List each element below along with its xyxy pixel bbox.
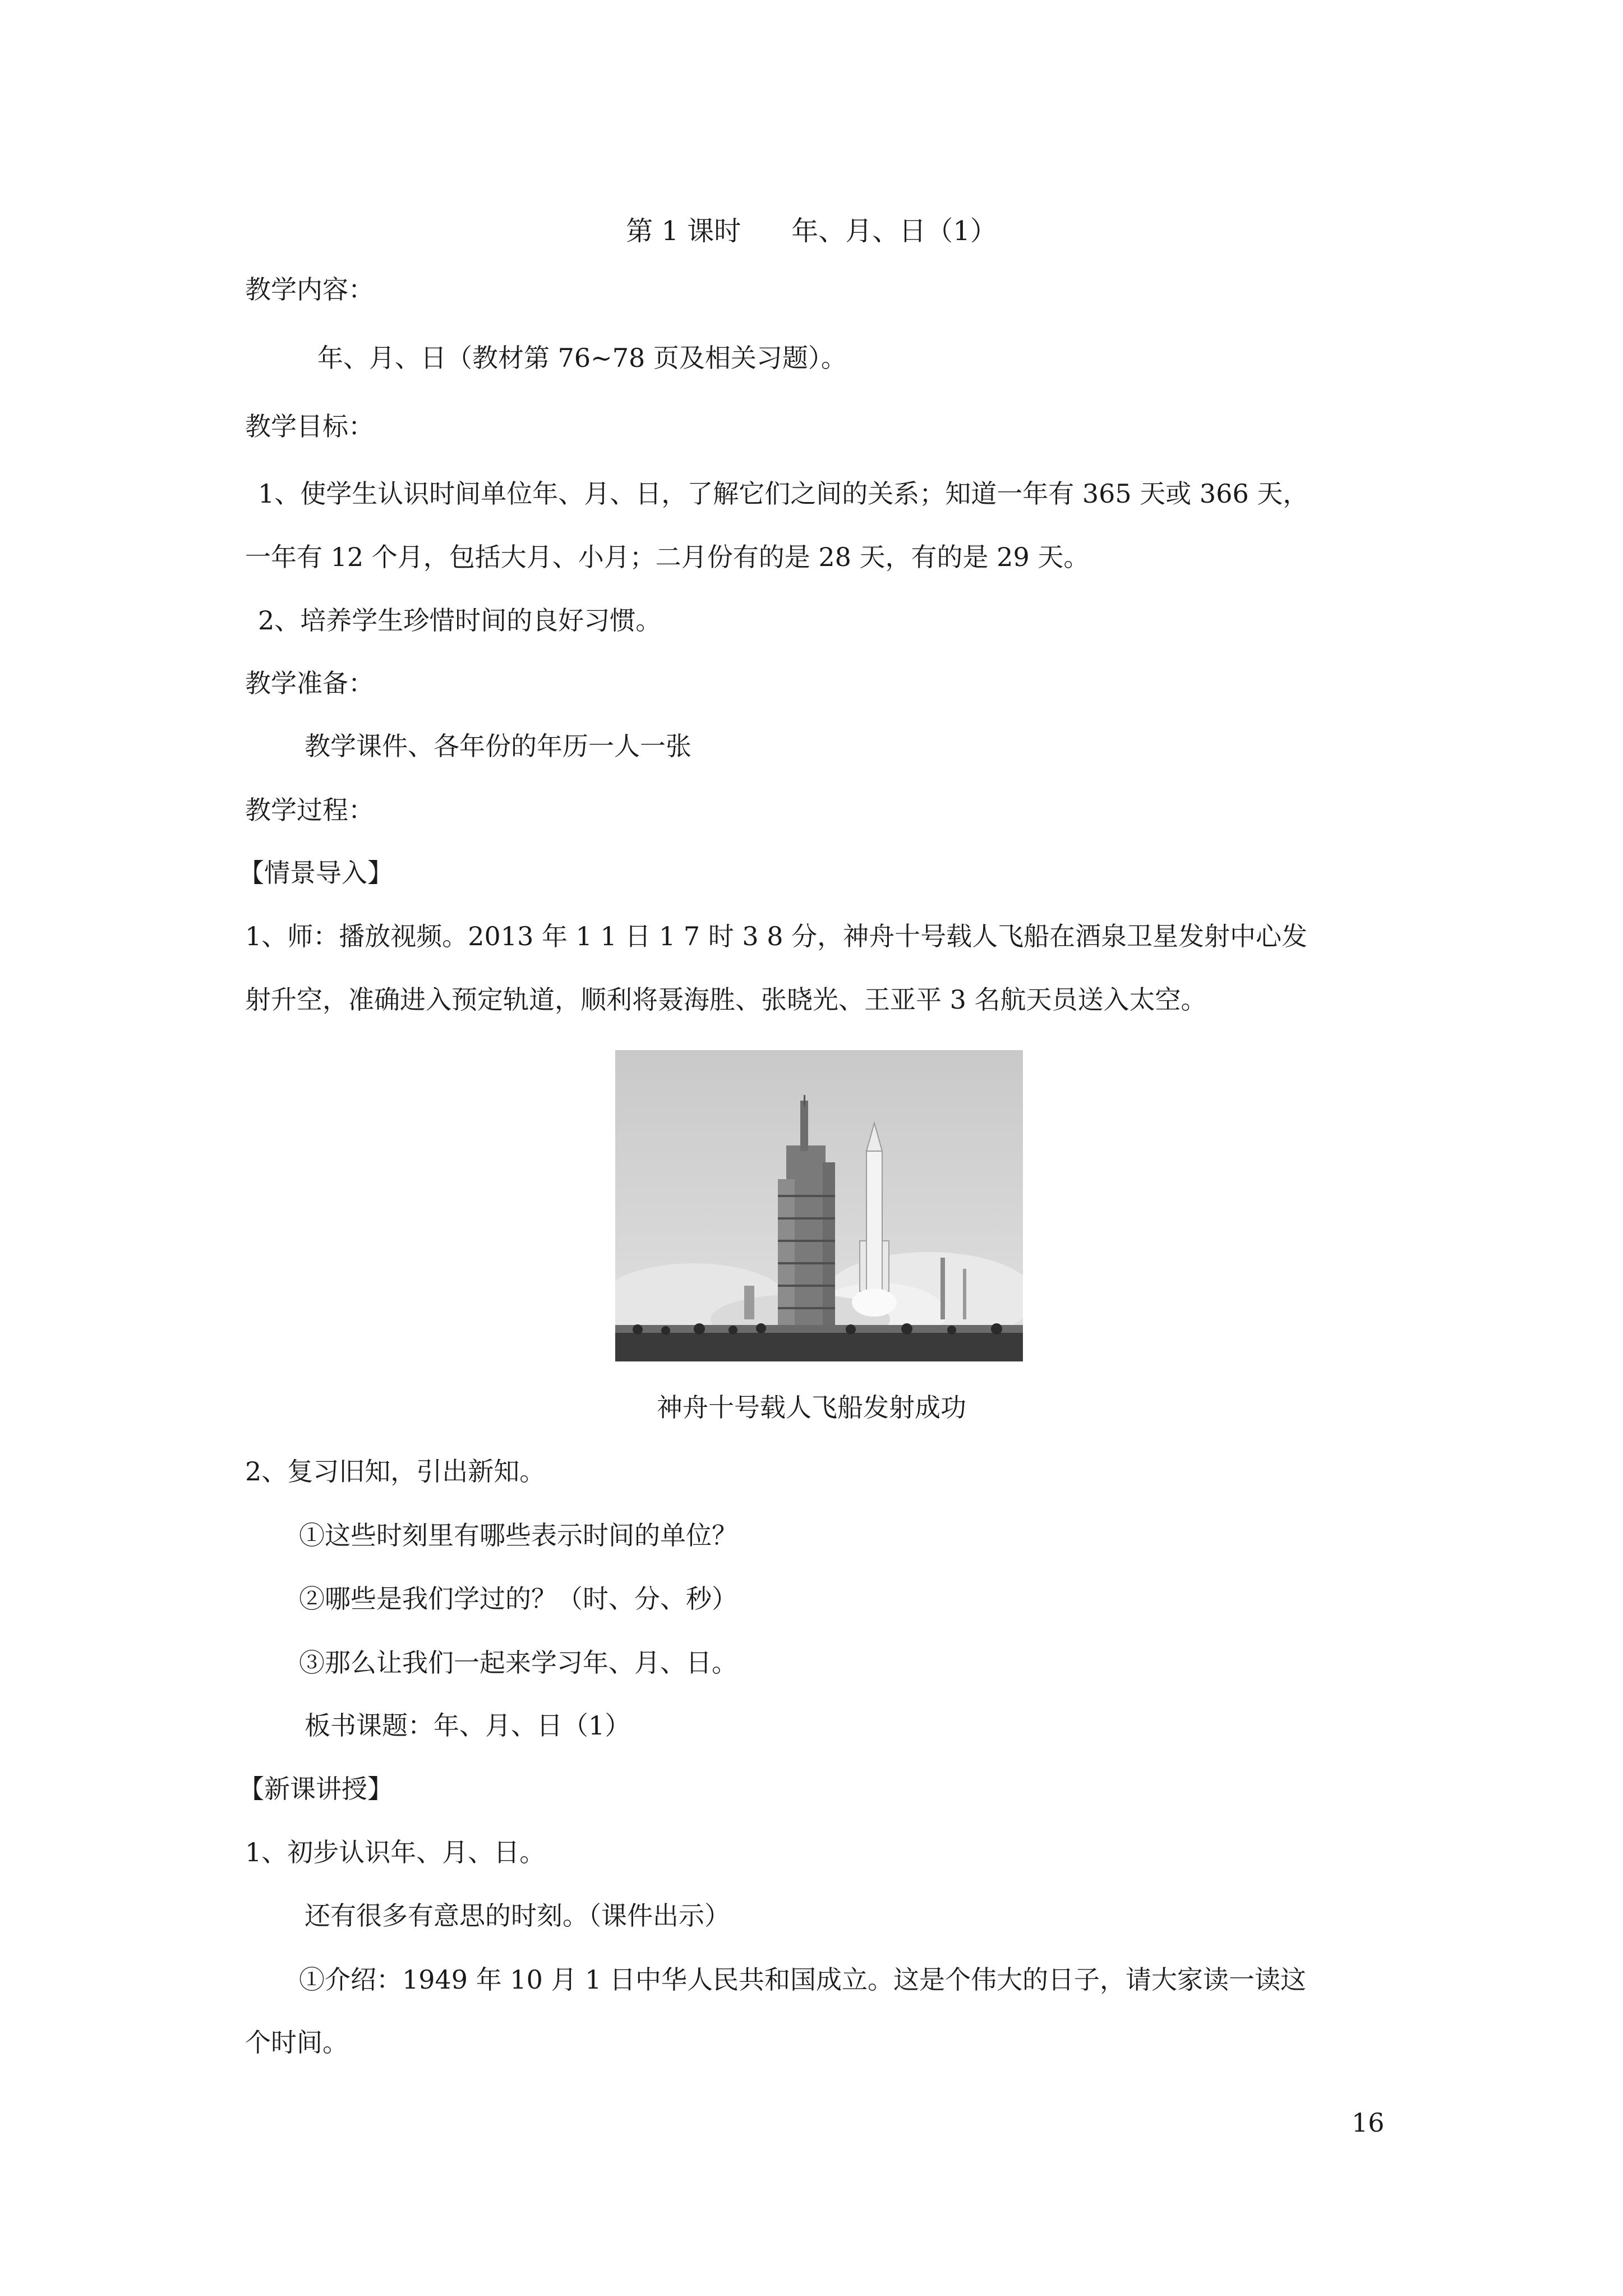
page-number: 16: [1352, 2108, 1385, 2138]
content-text: 年、月、日（教材第 76~78 页及相关习题）。: [317, 343, 847, 373]
founding-line-1: ①介绍：1949 年 10 月 1 日中华人民共和国成立。这是个伟大的日子，请大家读一读这: [299, 1964, 1306, 1995]
preparation-text: 教学课件、各年份的年历一人一张: [305, 731, 691, 761]
question-2: ②哪些是我们学过的？（时、分、秒）: [299, 1584, 737, 1614]
board-title: 板书课题：年、月、日（1）: [305, 1710, 631, 1741]
section-intro-heading: 【情景导入】: [238, 858, 393, 888]
founding-line-2: 个时间。: [245, 2027, 348, 2058]
preparation-heading: 教学准备：: [245, 668, 374, 698]
rocket-launch-photo: [615, 1050, 1023, 1361]
objective-1-line-1: 1、使学生认识时间单位年、月、日，了解它们之间的关系；知道一年有 365 天或 366 天，: [258, 478, 1309, 509]
lesson-title: [0, 213, 1623, 249]
new-1-text: 还有很多有意思的时刻。（课件出示）: [305, 1901, 730, 1931]
intro-1-line-2: 射升空，准确进入预定轨道，顺利将聂海胜、张晓光、王亚平 3 名航天员送入太空。: [245, 984, 1207, 1015]
process-heading: 教学过程：: [245, 795, 374, 825]
intro-2: 2、复习旧知，引出新知。: [245, 1456, 546, 1487]
objectives-heading: 教学目标：: [245, 411, 374, 441]
content-heading: 教学内容：: [245, 274, 374, 305]
section-new-heading: 【新课讲授】: [238, 1774, 393, 1804]
intro-1-line-1: 1、师：播放视频。2013 年 1 1 日 1 7 时 3 8 分，神舟十号载人飞船在酒泉卫星发射中心发: [245, 921, 1308, 951]
question-1: ①这些时刻里有哪些表示时间的单位？: [299, 1520, 737, 1550]
new-1: 1、初步认识年、月、日。: [245, 1837, 546, 1867]
photo-caption: 神舟十号载人飞船发射成功: [657, 1392, 966, 1423]
lesson-topic: 年、月、日（1）: [791, 215, 997, 247]
objective-2: 2、培养学生珍惜时间的良好习惯。: [258, 605, 662, 636]
question-3: ③那么让我们一起来学习年、月、日。: [299, 1648, 737, 1678]
lesson-number: 第 1 课时: [626, 215, 741, 247]
objective-1-line-2: 一年有 12 个月，包括大月、小月；二月份有的是 28 天，有的是 29 天。: [245, 542, 1090, 572]
